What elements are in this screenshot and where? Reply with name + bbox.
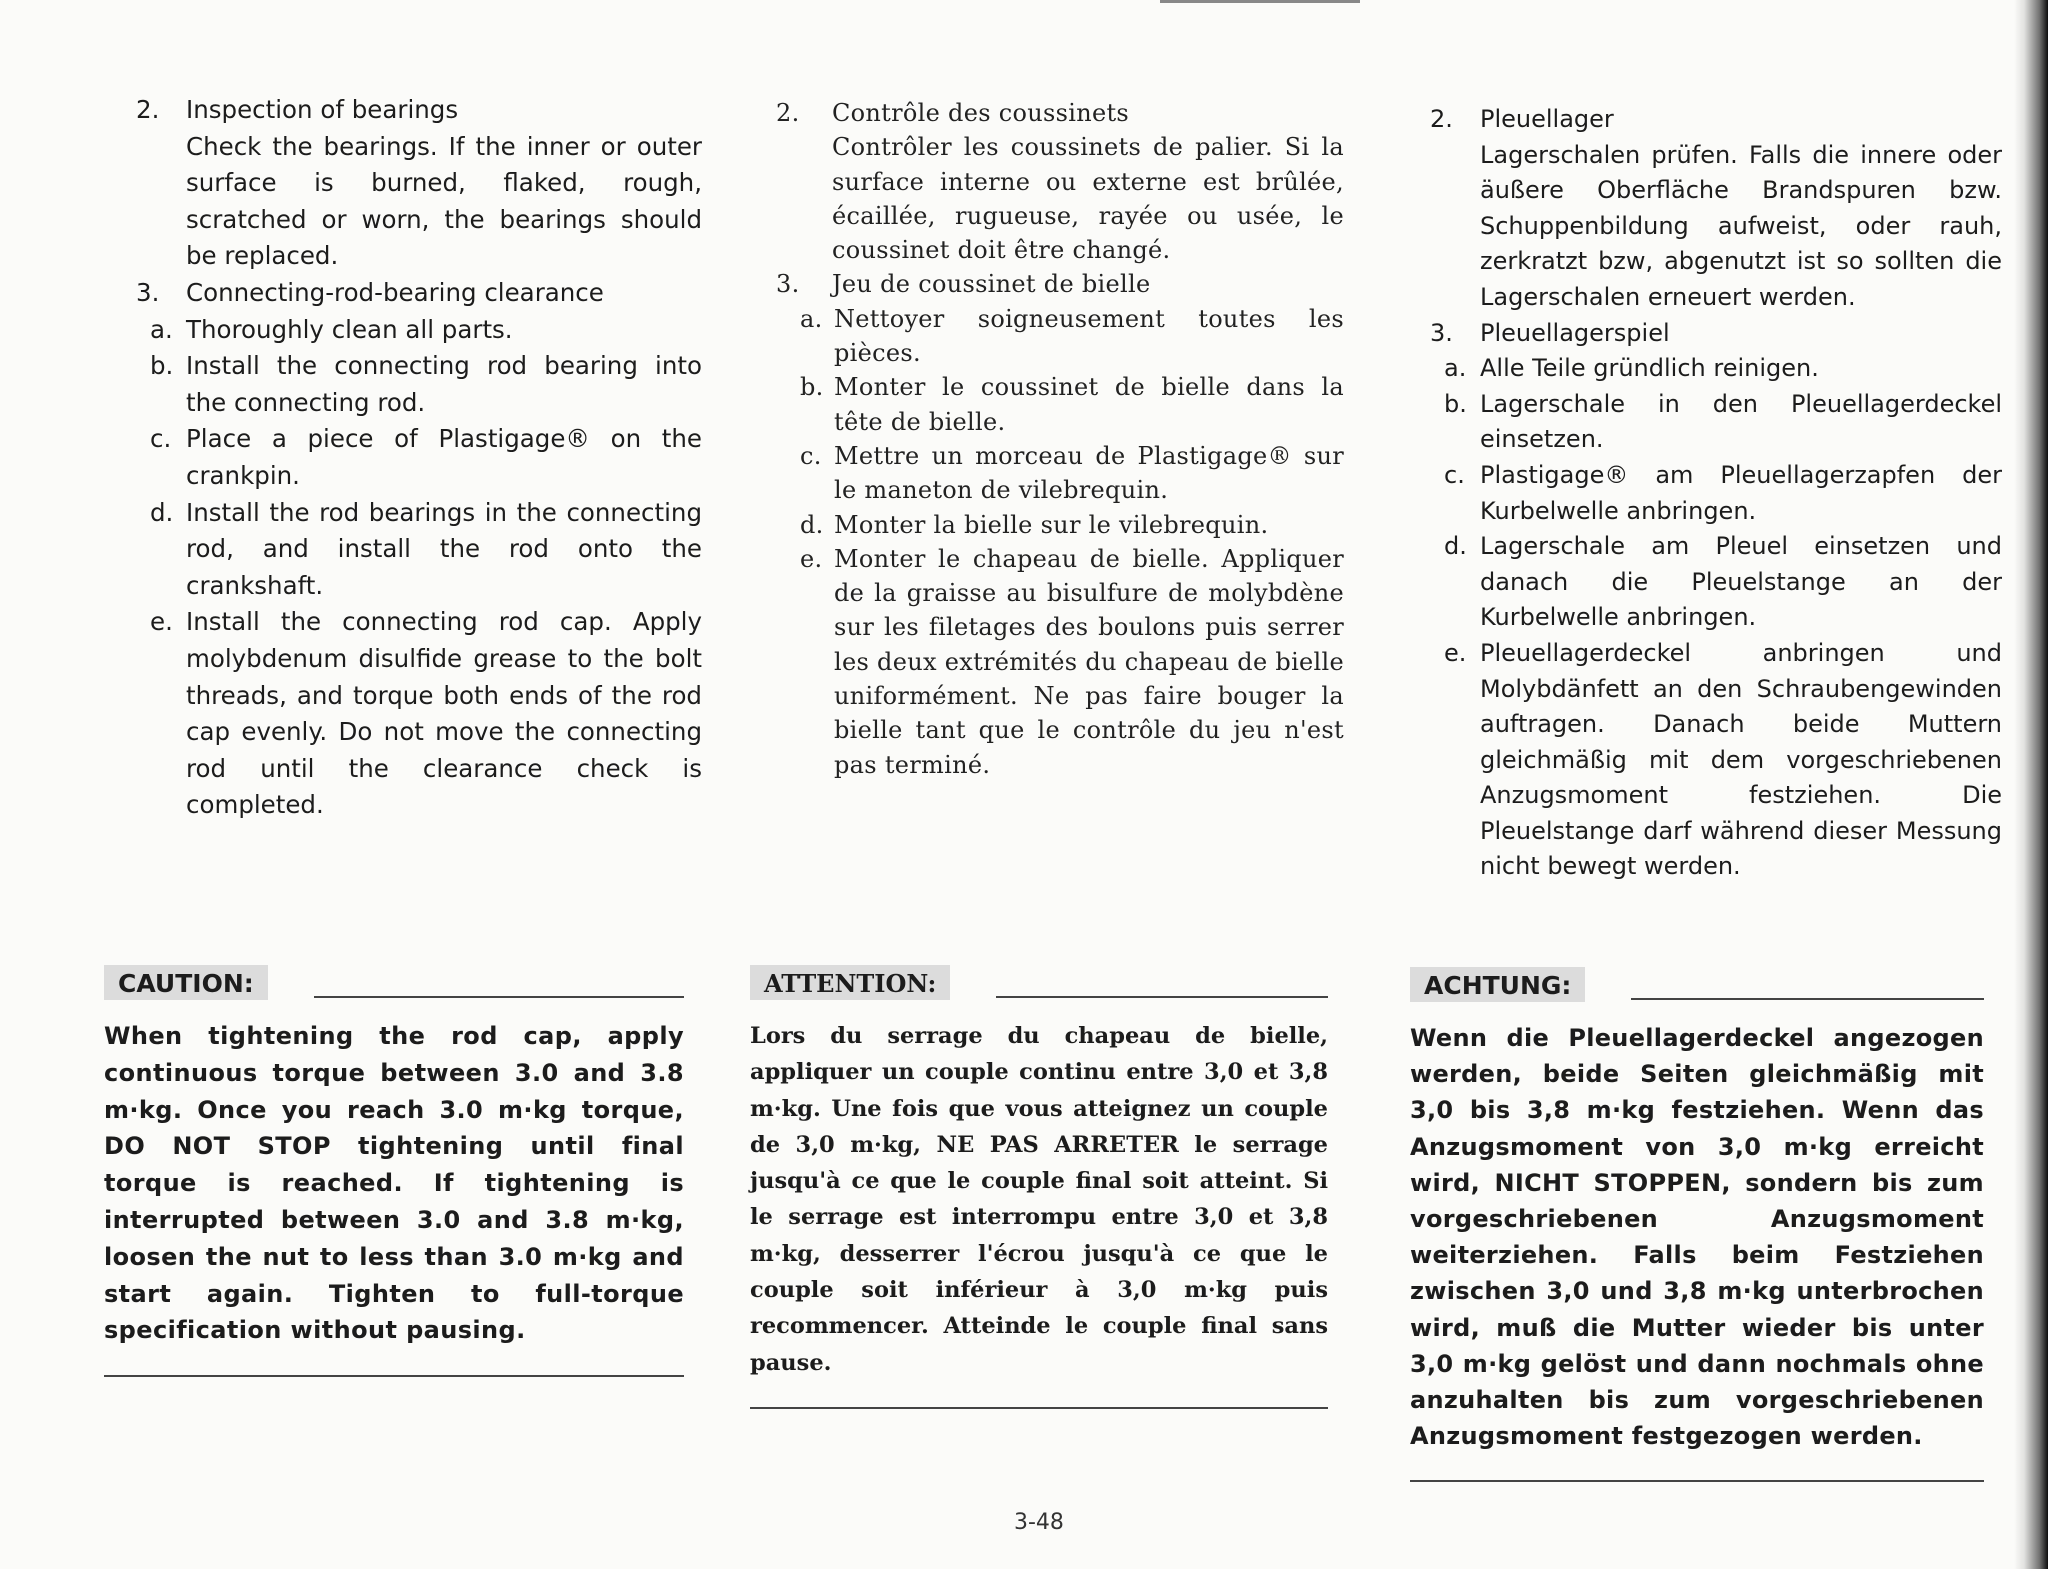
heading-rule bbox=[996, 996, 1328, 998]
step-letter: b. bbox=[1444, 389, 1467, 418]
step-letter: e. bbox=[1444, 638, 1467, 667]
item-number: 2. bbox=[776, 99, 800, 127]
scan-top-line bbox=[1160, 0, 1360, 3]
step-text: Install the connecting rod cap. Apply molybdenum disulfide grease to the bolt threads, and torque both ends of the rod cap evenly. Do not move the connecting rod until the clearance check is completed. bbox=[186, 607, 702, 820]
item-number: 2. bbox=[136, 95, 160, 124]
item-number: 2. bbox=[1430, 105, 1453, 133]
section-pleuellager bbox=[1426, 102, 2002, 316]
caution-box-english bbox=[104, 950, 684, 1377]
caution-box-german bbox=[1410, 952, 1984, 1482]
step-e bbox=[790, 542, 1344, 782]
step-letter: c. bbox=[800, 441, 822, 470]
caution-text: When tightening the rod cap, apply continuous torque between 3.0 and 3.8 m·kg. Once you reach 3.0 m·kg torque, DO NOT STOP tightening until final torque is reached. If tightening is interrupted between 3.0 and 3.8 m·kg, loosen the nut to less than 3.0 m·kg and start again. Tighten to full-torque specification without pausing. bbox=[104, 1022, 684, 1345]
caution-heading: CAUTION: bbox=[104, 965, 268, 1000]
step-text: Lagerschale am Pleuel einsetzen und danach die Pleuelstange an der Kurbelwelle anbringen. bbox=[1480, 532, 2002, 632]
step-a bbox=[1434, 351, 2002, 387]
step-text: Install the connecting rod bearing into the connecting rod. bbox=[186, 351, 702, 417]
step-letter: b. bbox=[800, 373, 824, 402]
step-letter: b. bbox=[150, 351, 174, 381]
item-number: 3. bbox=[1430, 318, 1453, 347]
step-a bbox=[790, 302, 1344, 371]
step-text: Monter le chapeau de bielle. Appliquer de la graisse au bisulfure de molybdène sur les filetages des boulons puis serrer les deux extrémités du chapeau de bielle uniformément. Ne pas faire bouger la bielle tant que le contrôle du jeu n'est pas terminé. bbox=[834, 544, 1344, 779]
step-letter: d. bbox=[150, 497, 174, 527]
caution-bottom-rule bbox=[104, 1375, 684, 1377]
section-rod-bearing-clearance bbox=[132, 275, 702, 312]
step-letter: a. bbox=[1444, 354, 1467, 383]
attention-text: Lors du serrage du chapeau de bielle, appliquer un couple continu entre 3,0 et 3,8 m·kg. Une fois que vous atteignez un couple de 3,0 m·kg, NE PAS ARRETER le serrage jusqu'à ce que le couple final soit atteint. Si le serrage est interrompu entre 3,0 et 3,8 m·kg, desserrer l'écrou jusqu'à ce que le couple soit inférieur à 3,0 m·kg puis recommencer. Atteinde le couple final sans pause. bbox=[750, 1023, 1328, 1376]
step-e bbox=[1434, 636, 2002, 885]
item-text: Pleuellagerspiel bbox=[1480, 318, 1670, 347]
achtung-text: Wenn die Pleuellagerdeckel angezogen werden, beide Seiten gleichmäßig mit 3,0 bis 3,8 m·kg festziehen. Wenn das Anzugsmoment von 3,0 m·kg erreicht wird, NICHT STOPPEN, sondern bis zum vorgeschriebenen Anzugsmoment weiterziehen. Falls beim Festziehen zwischen 3,0 und 3,8 m·kg unterbrochen wird, muß die Mutter wieder bis unter 3,0 m·kg gelöst und dann nochmals ohne anzuhalten bis zum vorgeschriebenen Anzugsmoment festgezogen werden. bbox=[1410, 1024, 1984, 1451]
step-d bbox=[1434, 529, 2002, 636]
step-d bbox=[140, 495, 702, 605]
step-letter: c. bbox=[1444, 460, 1465, 489]
step-letter: e. bbox=[150, 607, 173, 637]
step-c bbox=[140, 421, 702, 494]
step-d bbox=[790, 508, 1344, 542]
step-text: Mettre un morceau de Plastigage® sur le maneton de vilebrequin. bbox=[834, 441, 1344, 505]
column-french bbox=[772, 96, 1344, 782]
section-pleuellagerspiel bbox=[1426, 316, 2002, 352]
item-text: Contrôle des coussinets Contrôler les coussinets de palier. Si la surface interne ou externe est brûlée, écaillée, rugueuse, rayée ou usée, le coussinet doit être changé. bbox=[832, 99, 1344, 265]
page-number: 3-48 bbox=[1014, 1510, 1064, 1535]
step-c bbox=[790, 439, 1344, 508]
item-text: Connecting-rod-bearing clearance bbox=[186, 277, 604, 307]
achtung-heading: ACHTUNG: bbox=[1410, 967, 1585, 1002]
step-letter: a. bbox=[800, 304, 823, 333]
item-text: Inspection of bearings Check the bearings. If the inner or outer surface is burned, flaked, rough, scratched or worn, the bearings should be replaced. bbox=[186, 95, 702, 271]
step-letter: d. bbox=[1444, 532, 1467, 561]
step-a bbox=[140, 312, 702, 349]
attention-bottom-rule bbox=[750, 1407, 1328, 1409]
step-text: Nettoyer soigneusement toutes les pièces. bbox=[834, 304, 1344, 368]
step-text: Monter la bielle sur le vilebrequin. bbox=[834, 510, 1269, 539]
heading-rule bbox=[1631, 998, 1984, 1000]
caution-box-french bbox=[750, 950, 1328, 1409]
step-text: Lagerschale in den Pleuellagerdeckel einsetzen. bbox=[1480, 389, 2002, 454]
step-letter: e. bbox=[800, 544, 823, 573]
item-number: 3. bbox=[136, 277, 160, 307]
step-text: Place a piece of Plastigage® on the crankpin. bbox=[186, 424, 702, 490]
attention-heading: ATTENTION: bbox=[750, 965, 950, 1000]
achtung-bottom-rule bbox=[1410, 1480, 1984, 1482]
item-text: Jeu de coussinet de bielle bbox=[832, 270, 1151, 299]
step-text: Plastigage® am Pleuellagerzapfen der Kurbelwelle anbringen. bbox=[1480, 460, 2002, 525]
step-text: Monter le coussinet de bielle dans la tête de bielle. bbox=[834, 373, 1344, 436]
section-jeu-de-coussinet bbox=[772, 267, 1344, 301]
step-text: Pleuellagerdeckel anbringen und Molybdänfett an den Schraubengewinden auftragen. Danach beide Muttern gleichmäßig mit dem vorgeschriebenen Anzugsmoment festziehen. Die Pleuelstange darf während dieser Messung nicht bewegt werden. bbox=[1480, 638, 2002, 881]
step-b bbox=[790, 370, 1344, 439]
step-letter: a. bbox=[150, 314, 173, 344]
step-text: Install the rod bearings in the connecting rod, and install the rod onto the crankshaft. bbox=[186, 497, 702, 600]
column-english bbox=[132, 92, 702, 824]
binding-shadow bbox=[2014, 0, 2048, 1569]
item-number: 3. bbox=[776, 270, 800, 299]
item-text: Pleuellager Lagerschalen prüfen. Falls die innere oder äußere Oberfläche Brandspuren bzw. Schuppenbildung aufweist, oder rauh, zerkratzt bzw, abgenutzt ist so sollten die Lagerschalen erneuert werden. bbox=[1480, 105, 2002, 311]
step-b bbox=[1434, 387, 2002, 458]
step-c bbox=[1434, 458, 2002, 529]
step-letter: c. bbox=[150, 424, 172, 454]
step-e bbox=[140, 604, 702, 824]
section-inspection-of-bearings bbox=[132, 92, 702, 275]
step-text: Thoroughly clean all parts. bbox=[186, 314, 513, 344]
column-german bbox=[1426, 102, 2002, 885]
step-b bbox=[140, 348, 702, 421]
section-controle-des-coussinets bbox=[772, 96, 1344, 267]
heading-rule bbox=[314, 996, 684, 998]
step-letter: d. bbox=[800, 510, 824, 539]
step-text: Alle Teile gründlich reinigen. bbox=[1480, 354, 1819, 383]
